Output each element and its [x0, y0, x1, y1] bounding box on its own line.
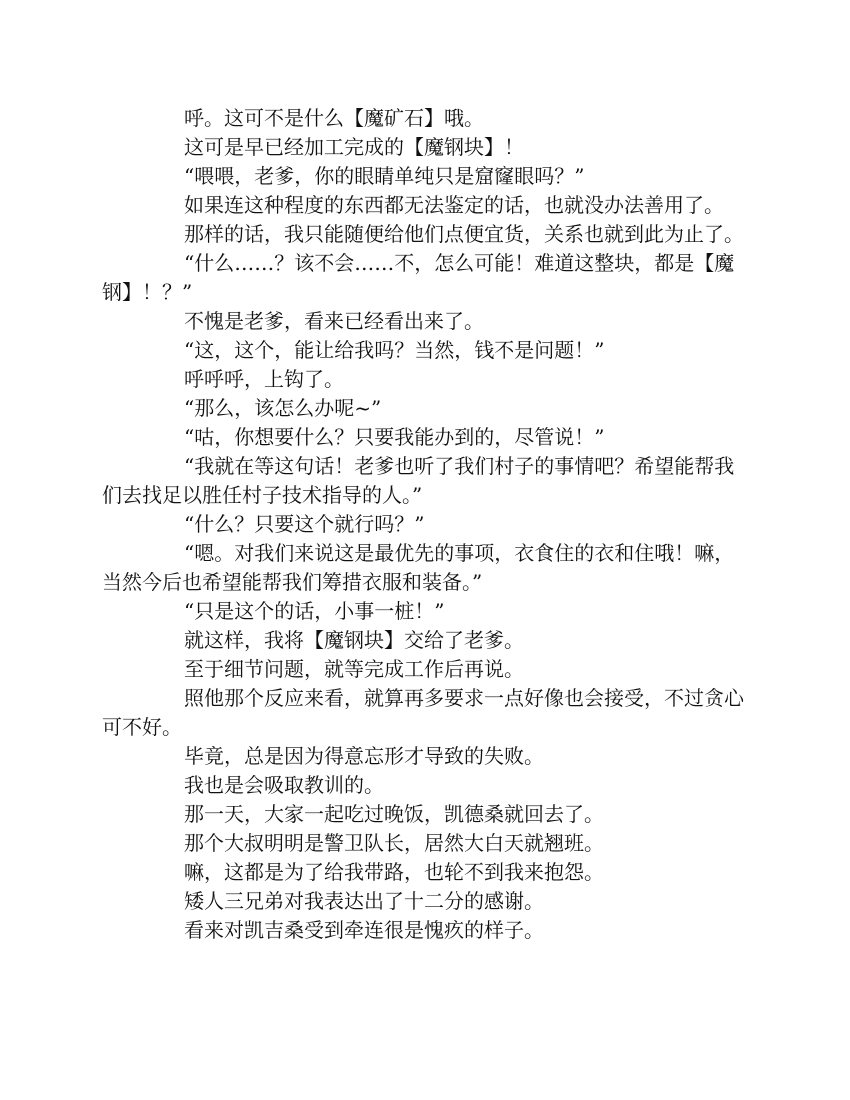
paragraph: 那样的话，我只能随便给他们点便宜货，关系也就到此为止了。 — [184, 222, 744, 246]
paragraph: “什么……？该不会……不，怎么可能！难道这整块，都是【魔钢】！？” — [102, 251, 735, 304]
paragraph: “那么，该怎么办呢~” — [184, 396, 382, 420]
paragraph: 至于细节问题，就等完成工作后再说。 — [184, 657, 524, 681]
paragraph: 我也是会吸取教训的。 — [184, 773, 384, 797]
paragraph: 这可是早已经加工完成的【魔钢块】！ — [184, 135, 524, 159]
paragraph: 嘛，这都是为了给我带路，也轮不到我来抱怨。 — [184, 860, 604, 884]
paragraph: 看来对凯吉桑受到牵连很是愧疚的样子。 — [184, 918, 544, 942]
paragraph: “只是这个的话，小事一桩！” — [184, 599, 445, 623]
paragraph: 矮人三兄弟对我表达出了十二分的感谢。 — [184, 889, 544, 913]
paragraph: 毕竟，总是因为得意忘形才导致的失败。 — [184, 744, 544, 768]
paragraph: “我就在等这句话！老爹也听了我们村子的事情吧？希望能帮我们去找足以胜任村子技术指导的人。” — [102, 454, 735, 507]
paragraph: 就这样，我将【魔钢块】交给了老爹。 — [184, 628, 524, 652]
paragraph: 如果连这种程度的东西都无法鉴定的话，也就没办法善用了。 — [184, 193, 724, 217]
paragraph: 不愧是老爹，看来已经看出来了。 — [184, 309, 484, 333]
paragraph: 呼呼呼，上钩了。 — [184, 367, 344, 391]
document-body — [102, 104, 748, 945]
paragraph: “什么？只要这个就行吗？” — [184, 512, 425, 536]
paragraph: 那一天，大家一起吃过晚饭，凯德桑就回去了。 — [184, 802, 604, 826]
paragraph: “这，这个，能让给我吗？当然，钱不是问题！” — [184, 338, 605, 362]
paragraph: “嗯。对我们来说这是最优先的事项，衣食住的衣和住哦！嘛，当然今后也希望能帮我们筹措衣服和装备。” — [102, 541, 735, 594]
paragraph: “咕，你想要什么？只要我能办到的，尽管说！” — [184, 425, 605, 449]
paragraph: 那个大叔明明是警卫队长，居然大白天就翘班。 — [184, 831, 604, 855]
paragraph: “喂喂，老爹，你的眼睛单纯只是窟窿眼吗？” — [184, 164, 585, 188]
paragraph: 呼。这可不是什么【魔矿石】哦。 — [184, 106, 484, 130]
paragraph: 照他那个反应来看，就算再多要求一点好像也会接受，不过贪心可不好。 — [102, 686, 744, 739]
